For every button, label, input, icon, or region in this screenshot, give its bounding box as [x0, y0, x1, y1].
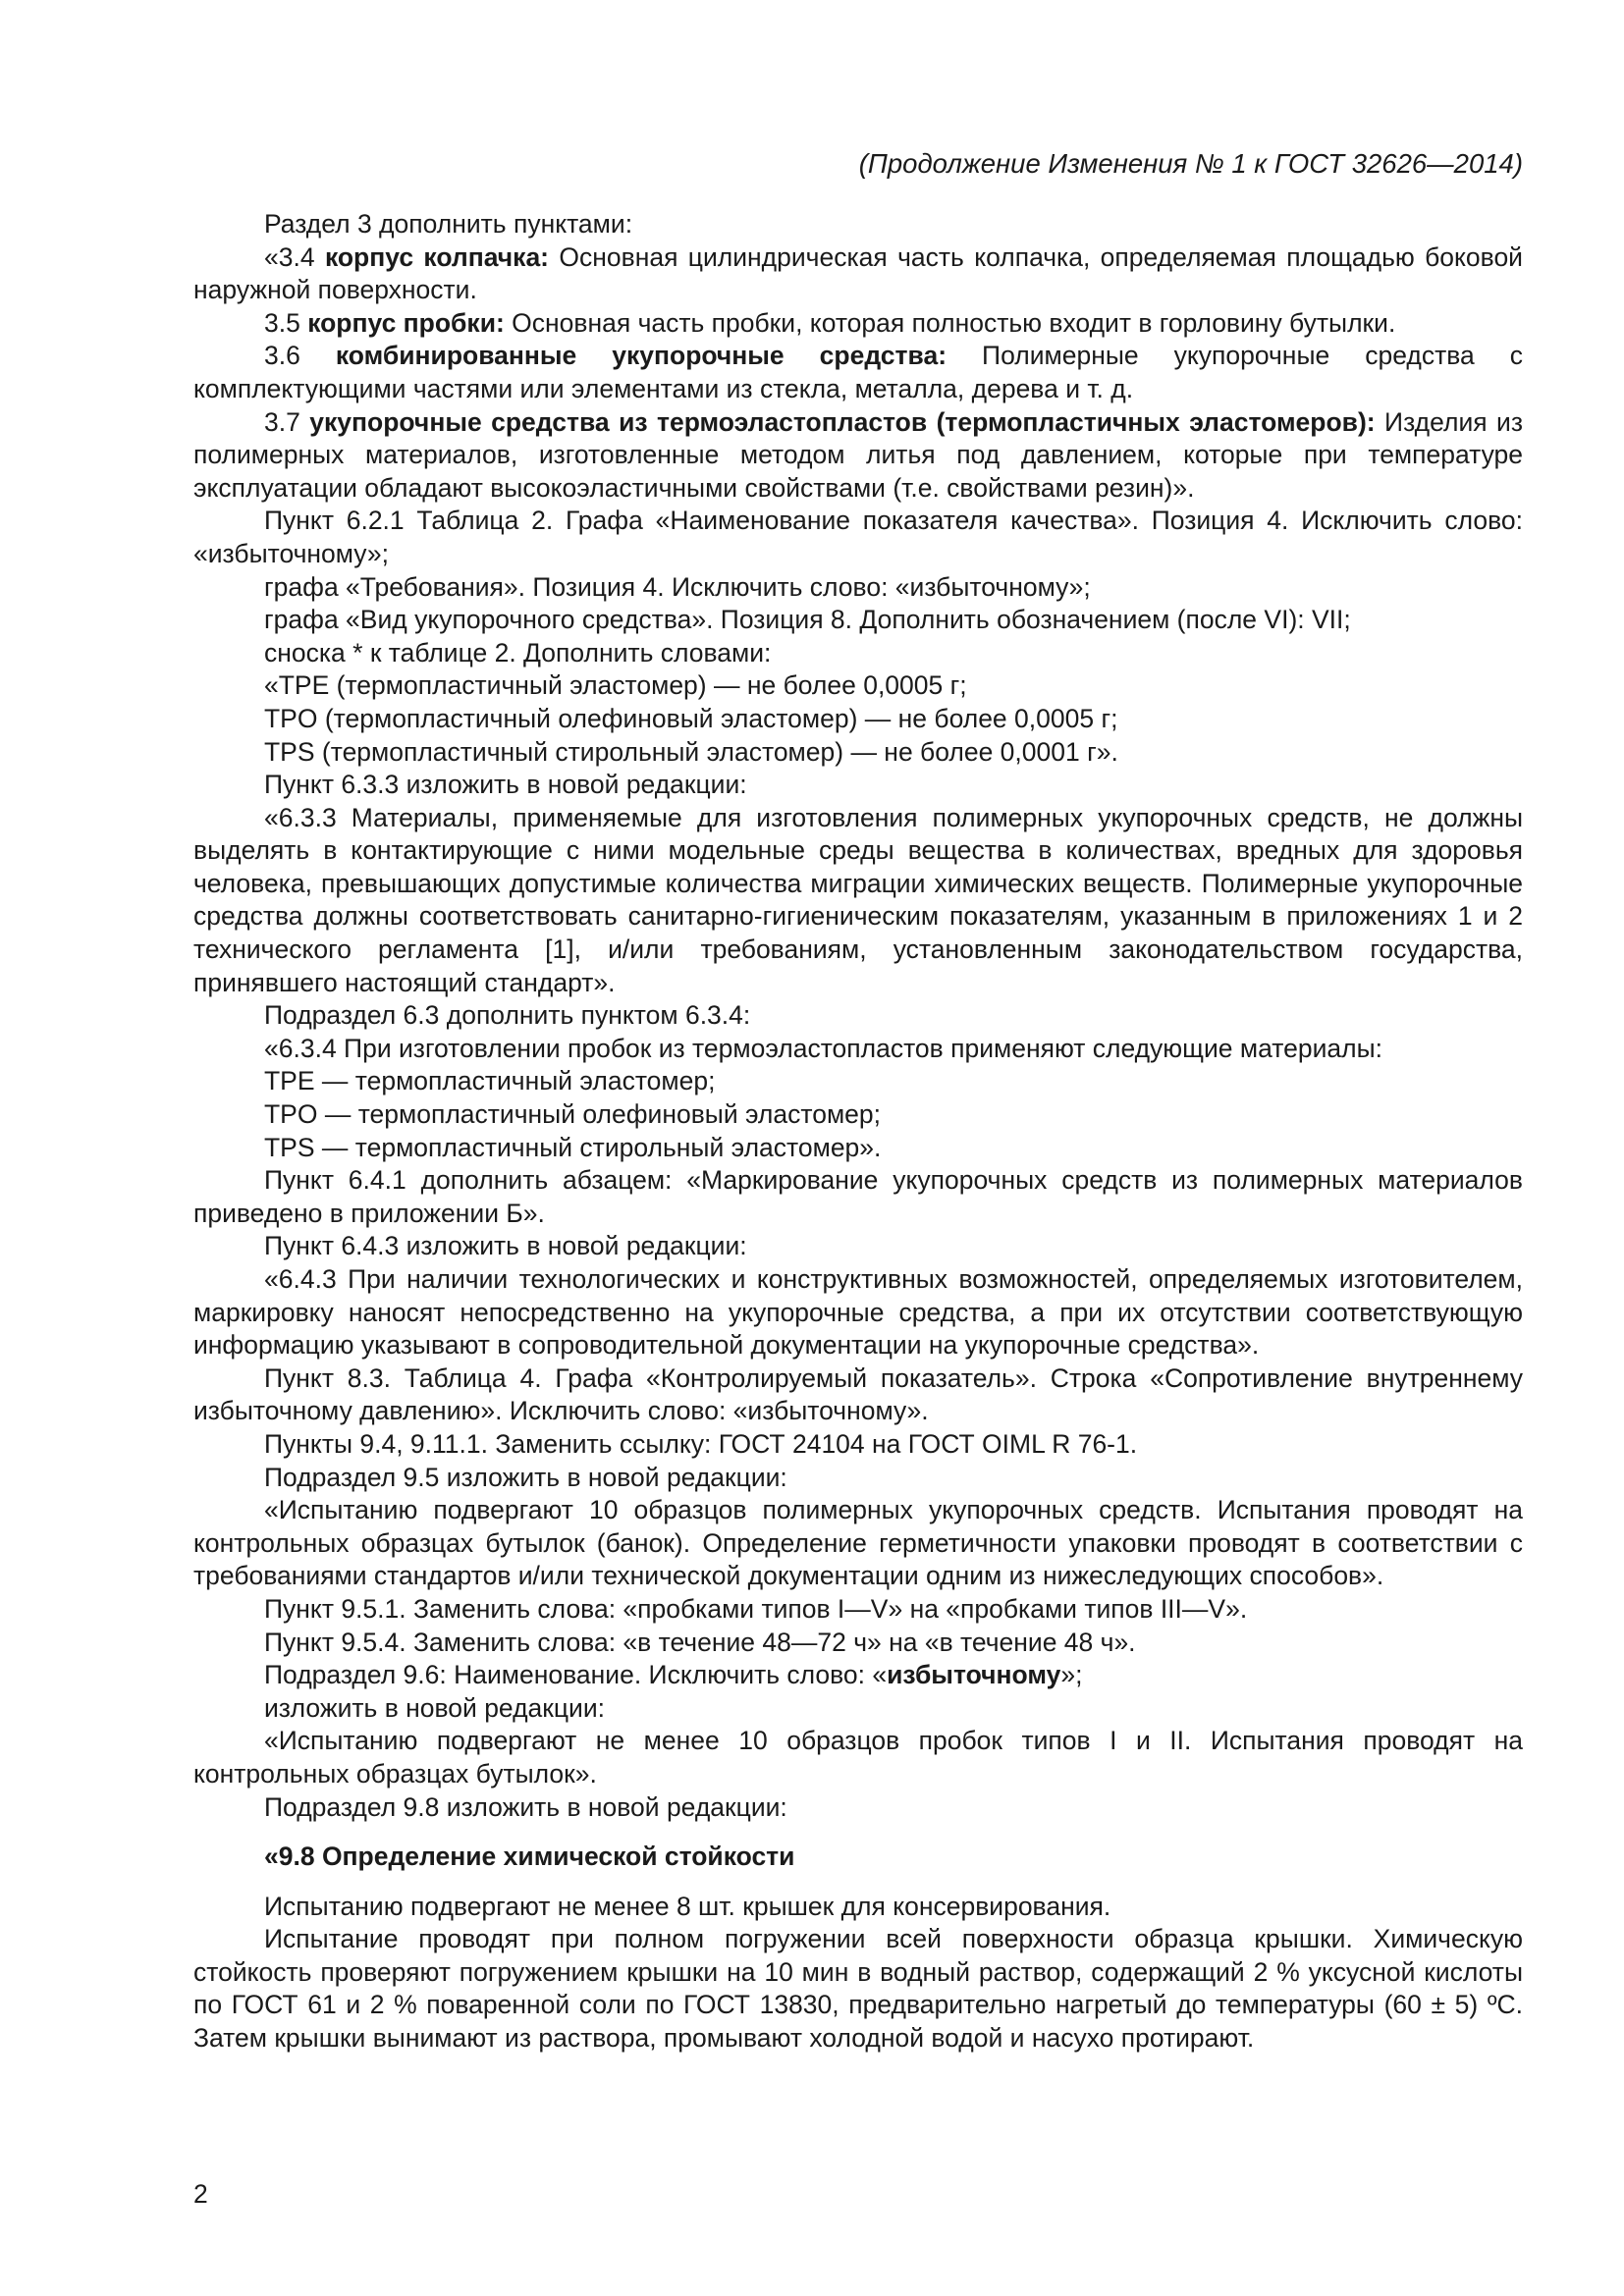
- paragraph-definition-3-7: [193, 406, 1523, 506]
- paragraph: графа «Требования». Позиция 4. Исключить слово: «избыточному»;: [264, 571, 1091, 602]
- paragraph: Раздел 3 дополнить пунктами:: [264, 209, 633, 239]
- paragraph: Подраздел 6.3 дополнить пунктом 6.3.4:: [264, 1000, 751, 1031]
- paragraph: Пункт 6.4.3 изложить в новой редакции:: [264, 1231, 747, 1261]
- paragraph: Подраздел 9.8 изложить в новой редакции:: [264, 1791, 787, 1822]
- paragraph: Пункт 6.3.3 изложить в новой редакции:: [264, 770, 747, 800]
- paragraph: графа «Вид укупорочного средства». Позиция 8. Дополнить обозначением (после VI): VII;: [264, 605, 1351, 635]
- paragraph: «6.3.4 При изготовлении пробок из термоэластопластов применяют следующие материалы:: [264, 1033, 1382, 1063]
- clause-number: 3.6: [264, 341, 336, 371]
- paragraph-definition-3-6: [193, 340, 1523, 405]
- paragraph-9-6: [193, 1659, 1523, 1692]
- running-header: (Продолжение Изменения № 1 к ГОСТ 32626—2014): [858, 148, 1523, 179]
- paragraph: Пункты 9.4, 9.11.1. Заменить ссылку: ГОСТ 24104 на ГОСТ OIML R 76-1.: [264, 1428, 1138, 1459]
- paragraph: сноска * к таблице 2. Дополнить словами:: [264, 637, 772, 667]
- paragraph: TPE — термопластичный эластомер;: [264, 1066, 716, 1096]
- defined-term: корпус колпачка:: [324, 241, 550, 272]
- paragraph: TPO (термопластичный олефиновый эластомер) — не более 0,0005 г;: [264, 703, 1118, 733]
- section-heading-9-8: «9.8 Определение химической стойкости: [264, 1842, 795, 1872]
- clause-number: «3.4: [264, 241, 325, 272]
- defined-term: комбинированные укупорочные средства:: [335, 341, 947, 371]
- paragraph: Подраздел 9.5 изложить в новой редакции:: [264, 1462, 787, 1492]
- paragraph: «TPE (термопластичный эластомер) — не более 0,0005 г;: [264, 670, 967, 701]
- text-run: »;: [1060, 1660, 1083, 1690]
- definition-text: Изделия из полимерных материалов, изготовленные методом литья под давлением, которые при температуре эксплуатации обладают высокоэластичными свойствами (т.е. свойствами резин)».: [193, 406, 1524, 503]
- paragraph: TPO — термопластичный олефиновый эластомер;: [264, 1099, 882, 1130]
- paragraph: Испытанию подвергают не менее 8 шт. крышек для консервирования.: [264, 1891, 1111, 1921]
- paragraph: «Испытанию подвергают 10 образцов полимерных укупорочных средств. Испытания проводят на контрольных образцах бутылок (банок). Определение герметичности упаковки проводят в соответствии с требованиями стандартов и/или технической документации одним из нижеследующих способов».: [193, 1495, 1523, 1591]
- clause-number: 3.5: [264, 307, 308, 338]
- paragraph: Пункт 6.4.1 дополнить абзацем: «Маркирование укупорочных средств из полимерных материалов приведено в приложении Б».: [193, 1165, 1523, 1228]
- document-body: [193, 208, 1523, 2056]
- emphasized-word: избыточному: [887, 1660, 1061, 1690]
- paragraph-definition-3-5: [193, 307, 1523, 341]
- paragraph: «Испытанию подвергают не менее 10 образцов пробок типов I и II. Испытания проводят на контрольных образцах бутылок».: [193, 1726, 1523, 1789]
- paragraph: «6.4.3 При наличии технологических и конструктивных возможностей, определяемых изготовителем, маркировку наносят непосредственно на укупорочные средства, а при их отсутствии соответствующую информацию указывают в сопроводительной документации на укупорочные средства».: [193, 1264, 1523, 1361]
- text-run: Подраздел 9.6: Наименование. Исключить слово: «: [264, 1660, 888, 1690]
- paragraph: Пункт 8.3. Таблица 4. Графа «Контролируемый показатель». Строка «Сопротивление внутреннему избыточному давлению». Исключить слово: «избыточному».: [193, 1362, 1523, 1426]
- paragraph-definition-3-4: [193, 241, 1523, 307]
- definition-text: Полимерные укупорочные средства с комплектующими частями или элементами из стекла, металла, дерева и т. д.: [193, 341, 1523, 403]
- paragraph: Испытание проводят при полном погружении всей поверхности образца крышки. Химическую стойкость проверяют погружением крышки на 10 мин в водный раствор, содержащий 2 % уксусной кислоты по ГОСТ 61 и 2 % поваренной соли по ГОСТ 13830, предварительно нагретый до температуры (60 ± 5) ºС. Затем крышки вынимают из раствора, промывают холодной водой и насухо протирают.: [193, 1924, 1523, 2054]
- definition-text: Основная часть пробки, которая полностью входит в горловину бутылки.: [504, 307, 1396, 338]
- paragraph: TPS (термопластичный стирольный эластомер) — не более 0,0001 г».: [264, 736, 1118, 767]
- clause-number: 3.7: [264, 406, 310, 437]
- definition-text: Основная цилиндрическая часть колпачка, определяемая площадью боковой наружной поверхности.: [193, 241, 1523, 305]
- page-number: 2: [193, 2179, 208, 2209]
- defined-term: корпус пробки:: [307, 307, 505, 338]
- paragraph: TPS — термопластичный стирольный эластомер».: [264, 1132, 882, 1162]
- defined-term: укупорочные средства из термоэластопластов (термопластичных эластомеров):: [309, 406, 1376, 437]
- paragraph: Пункт 9.5.1. Заменить слова: «пробками типов I—V» на «пробками типов III—V».: [264, 1593, 1248, 1624]
- paragraph: Пункт 6.2.1 Таблица 2. Графа «Наименование показателя качества». Позиция 4. Исключить слово: «избыточному»;: [193, 506, 1523, 568]
- paragraph: Пункт 9.5.4. Заменить слова: «в течение 48—72 ч» на «в течение 48 ч».: [264, 1627, 1136, 1657]
- paragraph: «6.3.3 Материалы, применяемые для изготовления полимерных укупорочных средств, не должны выделять в контактирующие с ними модельные среды вещества в количествах, вредных для здоровья человека, превышающих допустимые количества миграции химических веществ. Полимерные укупорочные средства должны соответствовать санитарно-гигиеническим показателям, указанным в приложениях 1 и 2 технического регламента [1], и/или требованиям, установленным законодательством государства, принявшего настоящий стандарт».: [193, 802, 1523, 997]
- paragraph: изложить в новой редакции:: [264, 1692, 606, 1723]
